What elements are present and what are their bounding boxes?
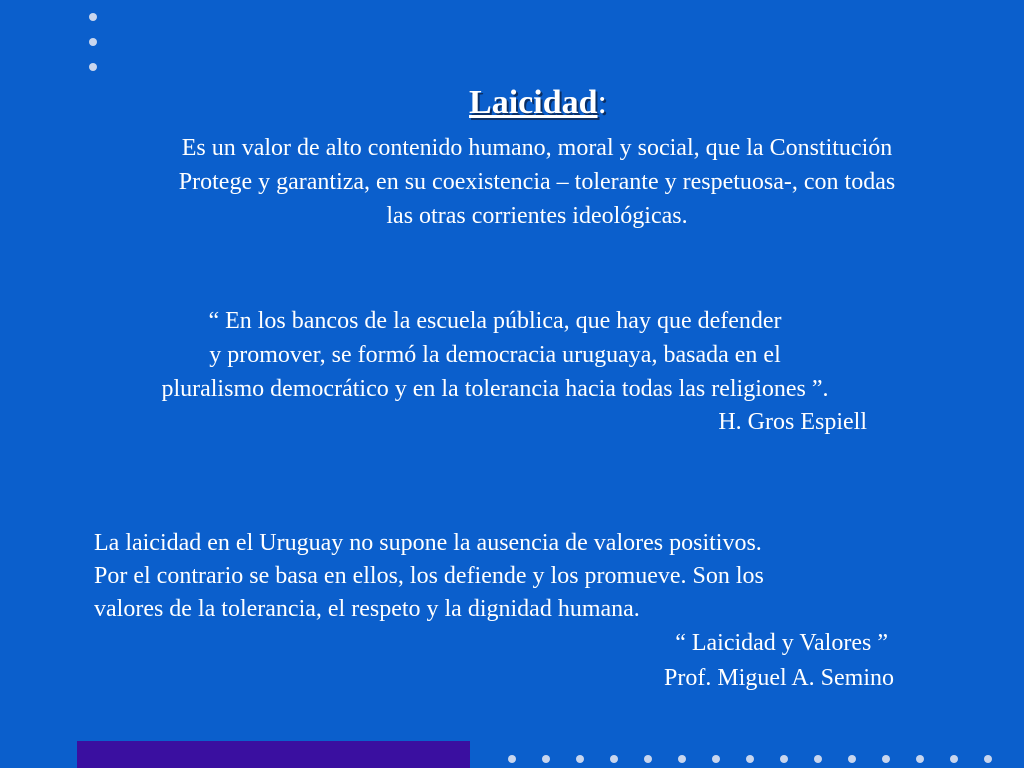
decor-dot [882, 755, 890, 763]
decor-dot [814, 755, 822, 763]
decor-dot [984, 755, 992, 763]
accent-bar [77, 741, 470, 768]
quote-line: pluralismo democrático y en la tolerancia hacia todas las religiones ”. [161, 376, 829, 402]
decor-dot [89, 38, 97, 46]
decor-dot [576, 755, 584, 763]
decor-dot [712, 755, 720, 763]
paragraph-author: Prof. Miguel A. Semino [663, 665, 894, 691]
decor-dot [542, 755, 550, 763]
decor-dot [916, 755, 924, 763]
paragraph-line: Por el contrario se basa en ellos, los defiende y los promueve. Son los [94, 563, 764, 589]
decor-dot [950, 755, 958, 763]
paragraph-line: La laicidad en el Uruguay no supone la ausencia de valores positivos. [94, 530, 762, 556]
decor-dot [508, 755, 516, 763]
definition-line: las otras corrientes ideológicas. [386, 203, 688, 229]
decor-dot [848, 755, 856, 763]
decor-dot [780, 755, 788, 763]
title-colon: : [597, 84, 607, 121]
paragraph-source: “ Laicidad y Valores ” [675, 630, 888, 656]
quote-line: “ En los bancos de la escuela pública, que hay que defender [208, 308, 782, 334]
definition-text [100, 131, 974, 233]
definition-line: Es un valor de alto contenido humano, moral y social, que la Constitución [181, 135, 893, 161]
decor-dot [610, 755, 618, 763]
quote-text [80, 304, 910, 406]
quote-line: y promover, se formó la democracia uruguaya, basada en el [209, 342, 781, 368]
decor-dot [644, 755, 652, 763]
definition-line: Protege y garantiza, en su coexistencia – tolerante y respetuosa-, con todas [178, 169, 896, 195]
decor-dot [89, 13, 97, 21]
decor-dot [746, 755, 754, 763]
slide-title [0, 84, 1024, 122]
decor-dot [678, 755, 686, 763]
decor-dot [89, 63, 97, 71]
closing-paragraph [94, 527, 764, 626]
title-word: Laicidad [469, 84, 598, 121]
paragraph-line: valores de la tolerancia, el respeto y la dignidad humana. [94, 596, 640, 622]
quote-author: H. Gros Espiell [718, 409, 867, 435]
